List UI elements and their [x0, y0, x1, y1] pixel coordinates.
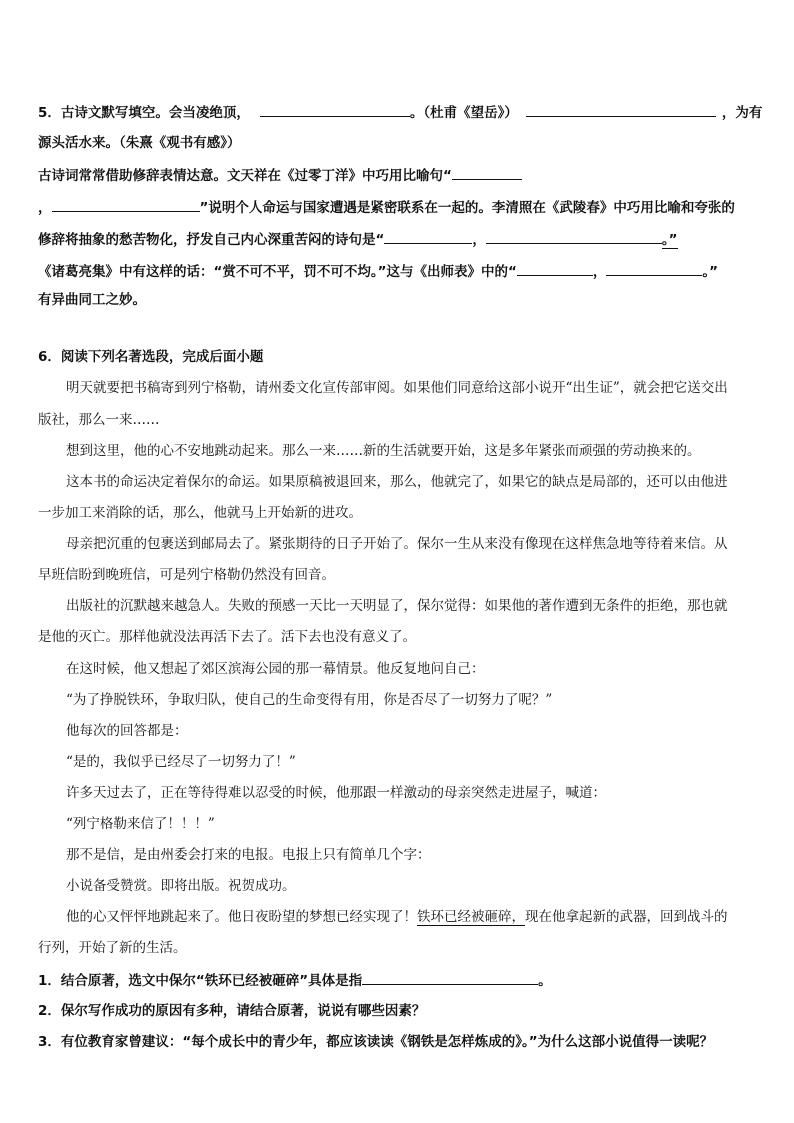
q6-p1-line1: 明天就要把书稿寄到列宁格勒，请州委文化宣传部审阅。如果他们同意给这部小说开“出生证”，就会把它送交出	[66, 380, 728, 396]
q5-line6-comma: ，	[592, 264, 607, 280]
q6-p14-text-pre: 他的心又怦怦地跳起来了。他日夜盼望的梦想已经实现了！	[66, 909, 417, 925]
q5-line4-text: ”说明个人命运与国家遭遇是紧密联系在一起的。李清照在《武陵春》中巧用比喻和夸张的	[199, 200, 735, 216]
q5-blank-6[interactable]	[486, 229, 662, 244]
q5-blank-8[interactable]	[606, 261, 702, 276]
q5-blank-3[interactable]	[452, 165, 522, 180]
q6-p7: “为了挣脱铁环，争取归队，使自己的生命变得有用，你是否尽了一切努力了呢？”	[66, 692, 553, 708]
q6-title: 6．阅读下列名著选段，完成后面小题	[38, 349, 264, 365]
q6-p11: “列宁格勒来信了！！！”	[66, 816, 215, 832]
q6-p14-text-post: 现在他拿起新的武器，回到战斗的	[525, 909, 728, 925]
q5-blank-4[interactable]	[52, 197, 200, 212]
q6-p10: 许多天过去了，正在等待得难以忍受的时候，他那跟一样激动的母亲突然走进屋子，喊道：	[66, 785, 606, 801]
q6-sub3: 3．有位教育家曾建议：“每个成长中的青少年，都应该读读《钢铁是怎样炼成的》。”为什么这部小说值得一读呢？	[38, 1034, 714, 1050]
q6-p5-line1: 出版社的沉默越来越急人。失败的预感一天比一天明显了，保尔觉得：如果他的著作遭到无条件的拒绝，那也就	[66, 598, 728, 614]
q6-p3-line1: 这本书的命运决定着保尔的命运。如果原稿被退回来，那么，他就完了，如果它的缺点是局部的，还可以由他进	[66, 474, 728, 490]
q5-line6-end: 。”	[702, 264, 718, 280]
q5-line5-text: 修辞将抽象的愁苦物化，抒发自己内心深重苦闷的诗句是“	[38, 232, 385, 248]
q5-line4-comma: ，	[38, 200, 52, 216]
q6-p4-line2: 早班信盼到晚班信，可是列宁格勒仍然没有回音。	[38, 567, 335, 583]
q6-sub1-text: 1．结合原著，选文中保尔“铁环已经被砸碎”具体是指	[38, 973, 363, 989]
q6-p1-line2: 版社，那么一来……	[38, 412, 160, 428]
q5-line1-text-c: ，为有	[721, 105, 763, 121]
q5-line3-text: 古诗词常常借助修辞表情达意。文天祥在《过零丁洋》中巧用比喻句“	[38, 168, 452, 184]
q5-line-4	[38, 197, 758, 218]
q5-line-2: 源头活水来。（朱熹《观书有感》）	[38, 135, 241, 151]
q6-p3-line2: 一步加工来消除的话，那么，他就马上开始新的进攻。	[38, 505, 362, 521]
q5-blank-7[interactable]	[517, 261, 593, 276]
q5-line5-end: 。”	[661, 232, 678, 248]
q6-sub1	[38, 970, 758, 991]
q6-sub2: 2．保尔写作成功的原因有多种，请结合原著，说说有哪些因素？	[38, 1003, 426, 1019]
q5-line-5	[38, 229, 758, 250]
q6-p14-line1	[66, 907, 758, 927]
q6-p6: 在这时候，他又想起了郊区滨海公园的那一幕情景。他反复地问自己：	[66, 661, 485, 677]
q6-sub1-end: 。	[538, 973, 552, 989]
q5-line1-text-b: 。（杜甫《望岳》）	[409, 105, 518, 121]
q6-p9: “是的，我似乎已经尽了一切努力了！”	[66, 754, 296, 770]
q6-p13: 小说备受赞赏。即将出版。祝贺成功。	[66, 878, 296, 894]
q6-p5-line2: 是他的灭亡。那样他就没法再活下去了。活下去也没有意义了。	[38, 629, 416, 645]
q6-p14-underlined: 铁环已经被砸碎，	[417, 909, 525, 925]
q6-p8: 他每次的回答都是：	[66, 723, 188, 739]
q6-sub1-blank[interactable]	[362, 970, 538, 985]
q5-line-7: 有异曲同工之妙。	[38, 292, 146, 308]
q6-p2: 想到这里，他的心不安地跳动起来。那么一来……新的生活就要开始，这是多年紧张而顽强的劳动换来的。	[66, 443, 701, 459]
q5-line-1	[38, 102, 763, 123]
q6-p14-line2: 行列，开始了新的生活。	[38, 940, 187, 956]
q6-p12: 那不是信，是由州委会打来的电报。电报上只有简单几个字：	[66, 847, 431, 863]
q5-blank-5[interactable]	[384, 229, 472, 244]
q5-blank-1[interactable]	[260, 102, 410, 117]
q5-blank-2[interactable]	[526, 102, 716, 117]
q5-line-6	[38, 261, 758, 282]
q6-p4-line1: 母亲把沉重的包裹送到邮局去了。紧张期待的日子开始了。保尔一生从来没有像现在这样焦急地等待着来信。从	[66, 536, 728, 552]
q5-line1-text-a: 5．古诗文默写填空。会当凌绝顶，	[38, 105, 250, 121]
q5-line6-text: 《诸葛亮集》中有这样的话：“赏不可不平，罚不可不均。”这与《出师表》中的“	[38, 264, 517, 280]
q5-line-3	[38, 165, 758, 186]
q5-line5-comma: ，	[472, 232, 486, 248]
